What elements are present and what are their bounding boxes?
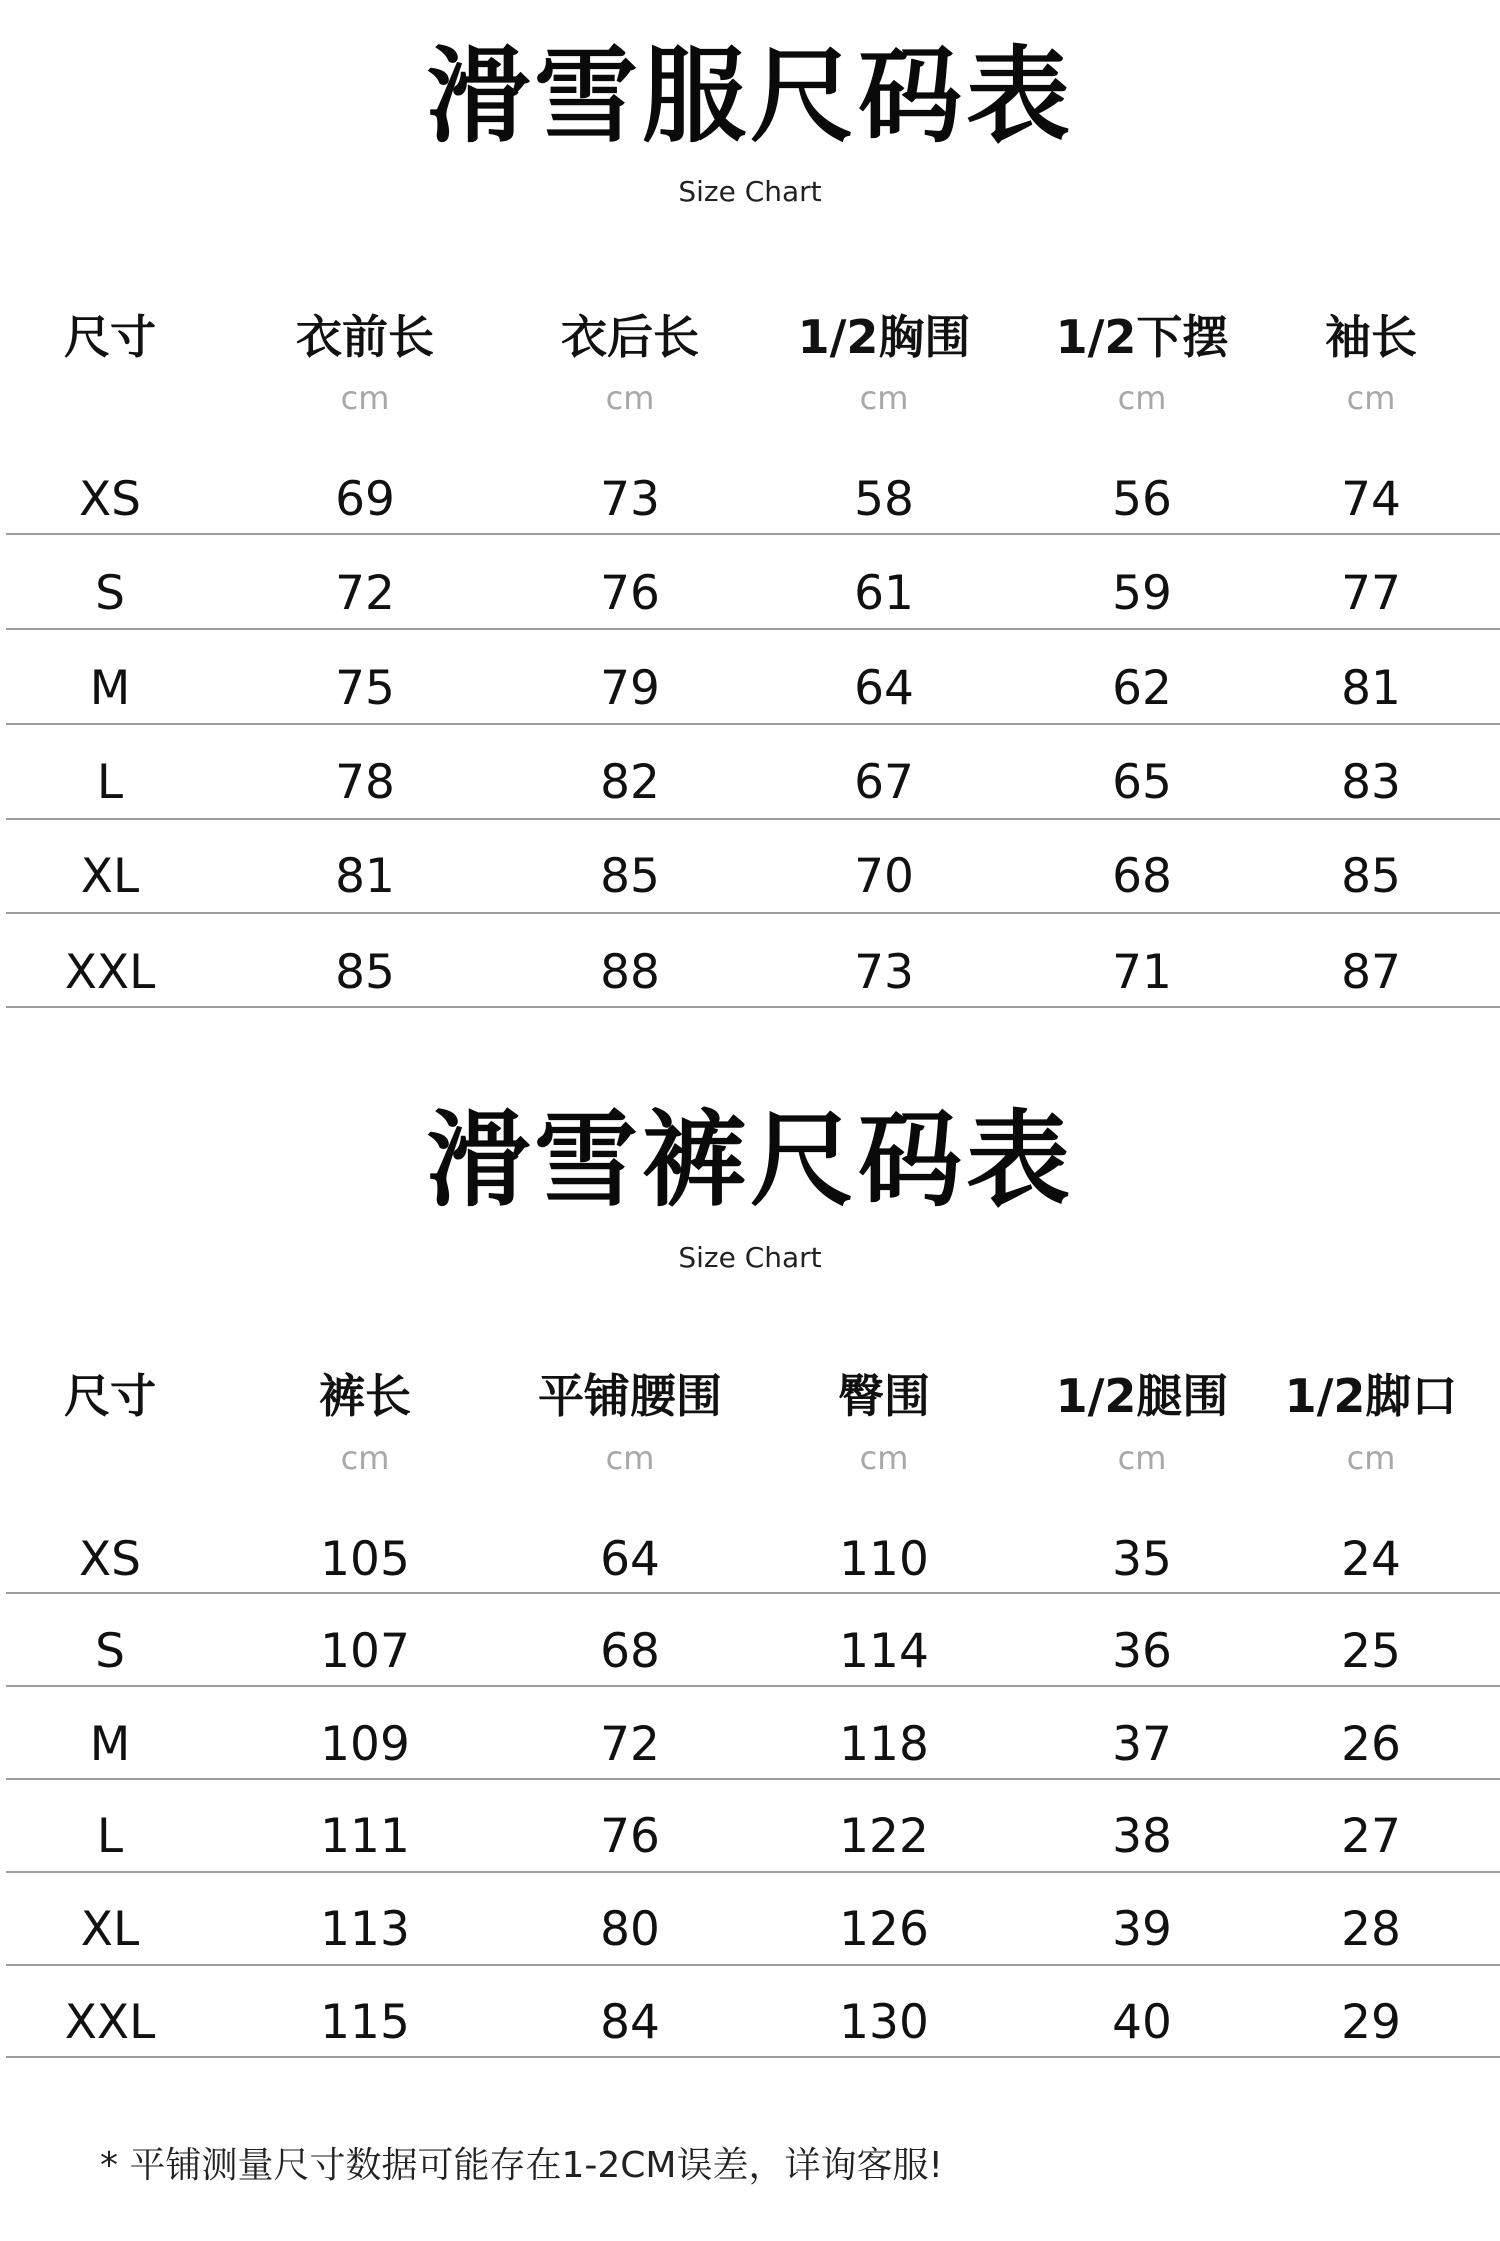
table-cell: 107 <box>320 1624 410 1679</box>
column-header-size: 尺寸 <box>64 1369 156 1423</box>
size-label: XXL <box>64 945 156 1000</box>
table-cell: 61 <box>854 566 914 621</box>
row-divider <box>6 533 1500 535</box>
size-label: XL <box>80 849 140 904</box>
table-cell: 28 <box>1341 1902 1401 1957</box>
table-row <box>6 1807 1500 1867</box>
size-label: XS <box>78 1532 142 1587</box>
table-cell: 113 <box>320 1902 410 1957</box>
row-divider <box>6 723 1500 725</box>
table-cell: 111 <box>320 1809 410 1864</box>
column-header-half-hem: 1/2下摆 <box>1055 310 1229 364</box>
table-cell: 130 <box>839 1995 929 2050</box>
table-row <box>6 847 1500 907</box>
column-header-half-chest: 1/2胸围 <box>797 310 971 364</box>
table-cell: 26 <box>1341 1717 1401 1772</box>
table-cell: 72 <box>600 1717 660 1772</box>
row-divider <box>6 1592 1500 1594</box>
table-cell: 65 <box>1112 755 1172 810</box>
table-cell: 70 <box>854 849 914 904</box>
table-cell: 69 <box>335 472 395 527</box>
pants-header-row <box>6 1366 1500 1426</box>
pants-unit-row <box>6 1436 1500 1496</box>
size-label: M <box>89 1717 131 1772</box>
pants-title: 滑雪裤尺码表 <box>425 1099 1074 1221</box>
table-row <box>6 943 1500 1003</box>
unit-label: cm <box>1117 379 1167 417</box>
unit-label: cm <box>859 1439 909 1477</box>
table-cell: 78 <box>335 755 395 810</box>
table-cell: 81 <box>335 849 395 904</box>
table-cell: 84 <box>600 1995 660 2050</box>
table-cell: 25 <box>1341 1624 1401 1679</box>
table-cell: 87 <box>1341 945 1401 1000</box>
table-cell: 80 <box>600 1902 660 1957</box>
row-divider <box>6 1685 1500 1687</box>
table-cell: 37 <box>1112 1717 1172 1772</box>
unit-label: cm <box>340 379 390 417</box>
table-row <box>6 1622 1500 1682</box>
table-row <box>6 1993 1500 2053</box>
table-cell: 82 <box>600 755 660 810</box>
pants-subtitle: Size Chart <box>678 1241 822 1274</box>
measurement-footnote: * 平铺测量尺寸数据可能存在1-2CM误差，详询客服! <box>100 2145 943 2186</box>
column-header-back-length: 衣后长 <box>561 310 699 364</box>
table-cell: 109 <box>320 1717 410 1772</box>
table-row <box>6 659 1500 719</box>
table-cell: 122 <box>839 1809 929 1864</box>
table-cell: 58 <box>854 472 914 527</box>
table-cell: 126 <box>839 1902 929 1957</box>
table-cell: 73 <box>854 945 914 1000</box>
size-label: XXL <box>64 1995 156 2050</box>
jacket-header-row <box>6 307 1500 367</box>
table-cell: 68 <box>600 1624 660 1679</box>
column-header-hip: 臀围 <box>838 1369 930 1423</box>
table-row <box>6 470 1500 530</box>
column-header-half-thigh: 1/2腿围 <box>1055 1369 1229 1423</box>
table-row <box>6 564 1500 624</box>
unit-label: cm <box>340 1439 390 1477</box>
size-label: XL <box>80 1902 140 1957</box>
table-cell: 29 <box>1341 1995 1401 2050</box>
unit-label: cm <box>1346 379 1396 417</box>
table-cell: 59 <box>1112 566 1172 621</box>
row-divider <box>6 912 1500 914</box>
column-header-sleeve-length: 袖长 <box>1325 310 1417 364</box>
table-cell: 73 <box>600 472 660 527</box>
table-cell: 85 <box>1341 849 1401 904</box>
row-divider <box>6 628 1500 630</box>
row-divider <box>6 1778 1500 1780</box>
table-cell: 72 <box>335 566 395 621</box>
table-cell: 81 <box>1341 661 1401 716</box>
column-header-flat-waist: 平铺腰围 <box>538 1369 722 1423</box>
column-header-front-length: 衣前长 <box>296 310 434 364</box>
table-cell: 71 <box>1112 945 1172 1000</box>
table-cell: 40 <box>1112 1995 1172 2050</box>
size-label: L <box>96 1809 124 1864</box>
table-cell: 24 <box>1341 1532 1401 1587</box>
table-row <box>6 1715 1500 1775</box>
row-divider <box>6 1964 1500 1966</box>
table-cell: 64 <box>854 661 914 716</box>
jacket-title: 滑雪服尺码表 <box>425 35 1074 157</box>
unit-label: cm <box>605 379 655 417</box>
table-cell: 36 <box>1112 1624 1172 1679</box>
table-cell: 118 <box>839 1717 929 1772</box>
jacket-unit-row <box>6 376 1500 436</box>
table-cell: 115 <box>320 1995 410 2050</box>
unit-label: cm <box>1117 1439 1167 1477</box>
table-cell: 35 <box>1112 1532 1172 1587</box>
table-row <box>6 1530 1500 1590</box>
table-cell: 110 <box>839 1532 929 1587</box>
size-label: L <box>96 755 124 810</box>
table-cell: 83 <box>1341 755 1401 810</box>
size-label: XS <box>78 472 142 527</box>
jacket-subtitle: Size Chart <box>678 175 822 208</box>
row-divider <box>6 1871 1500 1873</box>
row-divider <box>6 1006 1500 1008</box>
table-cell: 39 <box>1112 1902 1172 1957</box>
table-cell: 114 <box>839 1624 929 1679</box>
table-cell: 85 <box>335 945 395 1000</box>
size-label: S <box>95 1624 125 1679</box>
row-divider <box>6 2056 1500 2058</box>
unit-label: cm <box>605 1439 655 1477</box>
row-divider <box>6 818 1500 820</box>
unit-label: cm <box>1346 1439 1396 1477</box>
table-cell: 64 <box>600 1532 660 1587</box>
column-header-size: 尺寸 <box>64 310 156 364</box>
column-header-half-leg-opening: 1/2脚口 <box>1284 1369 1458 1423</box>
table-cell: 27 <box>1341 1809 1401 1864</box>
table-cell: 76 <box>600 1809 660 1864</box>
table-cell: 75 <box>335 661 395 716</box>
size-label: M <box>89 661 131 716</box>
table-cell: 79 <box>600 661 660 716</box>
table-cell: 76 <box>600 566 660 621</box>
table-cell: 105 <box>320 1532 410 1587</box>
size-label: S <box>95 566 125 621</box>
table-row <box>6 753 1500 813</box>
table-cell: 62 <box>1112 661 1172 716</box>
table-cell: 77 <box>1341 566 1401 621</box>
table-cell: 38 <box>1112 1809 1172 1864</box>
table-cell: 56 <box>1112 472 1172 527</box>
unit-label: cm <box>859 379 909 417</box>
table-cell: 85 <box>600 849 660 904</box>
table-cell: 68 <box>1112 849 1172 904</box>
table-row <box>6 1900 1500 1960</box>
table-cell: 74 <box>1341 472 1401 527</box>
table-cell: 88 <box>600 945 660 1000</box>
table-cell: 67 <box>854 755 914 810</box>
column-header-pants-length: 裤长 <box>319 1369 411 1423</box>
